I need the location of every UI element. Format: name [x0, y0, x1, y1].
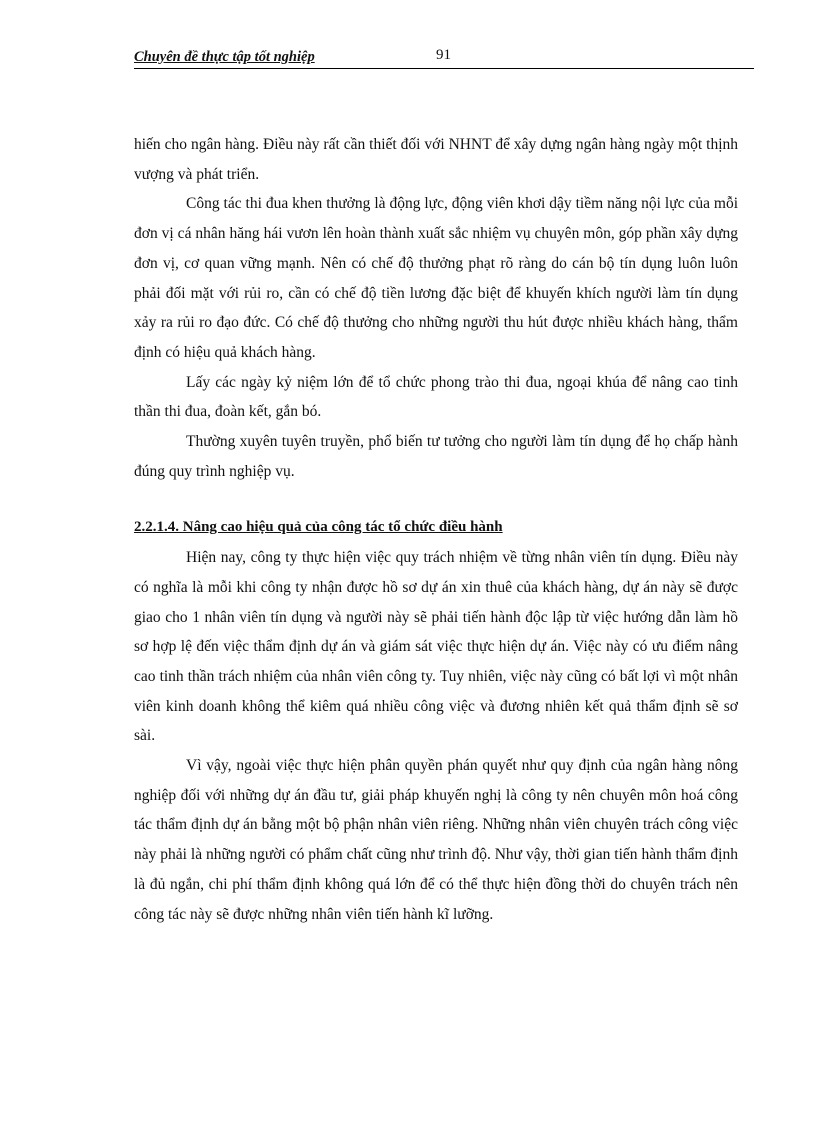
paragraph-continuation: hiến cho ngân hàng. Điều này rất cần thiết đối với NHNT để xây dựng ngân hàng ngày một thịnh vượng và phát triển. [134, 136, 738, 183]
document-body [134, 130, 738, 929]
paragraph-emulation-reward: Công tác thi đua khen thưởng là động lực, động viên khơi dậy tiềm năng nội lực của mỗi đơn vị cá nhân hăng hái vươn lên hoàn thành xuất sắc nhiệm vụ chuyên môn, góp phần xây dựng đơn vị, cơ quan vững mạnh. Nên có chế độ thưởng phạt rõ ràng do cán bộ tín dụng luôn luôn phải đối mặt với rủi ro, cần có chế độ tiền lương đặc biệt để khuyến khích người làm tín dụng xảy ra rủi ro đạo đức. Có chế độ thưởng cho những người thu hút được nhiều khách hàng, thẩm định có hiệu quả khách hàng. [134, 195, 738, 361]
paragraph-anniversaries: Lấy các ngày kỷ niệm lớn để tổ chức phong trào thi đua, ngoại khúa để nâng cao tinh thần thi đua, đoàn kết, gắn bó. [134, 373, 738, 421]
section-heading: 2.2.1.4. Nâng cao hiệu quả của công tác tổ chức điều hành [134, 519, 503, 536]
page-number: 91 [436, 47, 451, 63]
page-header [134, 46, 754, 69]
paragraph-current-practice: Hiện nay, công ty thực hiện việc quy trách nhiệm về từng nhân viên tín dụng. Điều này có nghĩa là mỗi khi công ty nhận được hồ sơ dự án xin thuê của khách hàng, dự án này sẽ được giao cho 1 nhân viên tín dụng và người này sẽ phải tiến hành độc lập từ việc hướng dẫn làm hồ sơ hợp lệ đến việc thẩm định dự án và giám sát việc thực hiện dự án. Việc này có ưu điểm nâng cao tinh thần trách nhiệm của nhân viên công ty. Tuy nhiên, việc này cũng có bất lợi vì một nhân viên kinh doanh không thể kiêm quá nhiều công việc và đương nhiên kết quả thẩm định sẽ sơ sài. [134, 549, 738, 745]
header-title: Chuyên đề thực tập tốt nghiệp [134, 49, 315, 65]
paragraph-propaganda: Thường xuyên tuyên truyền, phổ biến tư tưởng cho người làm tín dụng để họ chấp hành đúng quy trình nghiệp vụ. [134, 433, 738, 480]
paragraph-recommendation: Vì vậy, ngoài việc thực hiện phân quyền phán quyết như quy định của ngân hàng nông nghiệp đối với những dự án đầu tư, giải pháp khuyến nghị là công ty nên chuyên môn hoá công tác thẩm định dự án bằng một bộ phận nhân viên riêng. Những nhân viên chuyên trách công việc này phải là những người có phẩm chất cũng như trình độ. Như vậy, thời gian tiến hành thẩm định là đủ ngắn, chi phí thẩm định không quá lớn để có thể thực hiện đồng thời do chuyên trách nên công tác này sẽ được những nhân viên tiến hành kĩ lưỡng. [134, 757, 738, 923]
